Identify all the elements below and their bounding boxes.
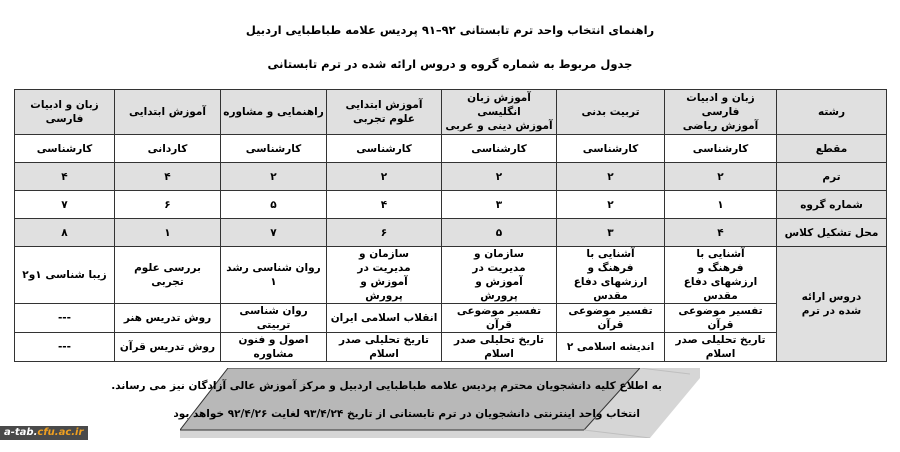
group-number-cell: ۴ [327, 191, 442, 219]
major-cell: آموزش ابتدایی علوم تجربی [327, 90, 442, 135]
banner-shape [111, 368, 700, 438]
course-cell: تاریخ تحلیلی صدر اسلام [327, 333, 442, 362]
table-row-class-location [15, 219, 887, 247]
course-cell: سازمان و مدیریت در آموزش و پرورش [327, 247, 442, 304]
term-cell: ۲ [442, 163, 557, 191]
site-watermark: a-tab.cfu.ac.ir [0, 426, 88, 440]
table-row-level [15, 135, 887, 163]
major-cell: آموزش زبان انگلیسی آموزش دینی و عربی [442, 90, 557, 135]
course-cell: انقلاب اسلامی ایران [327, 304, 442, 333]
course-cell: آشنایی با فرهنگ و ارزشهای دفاع مقدس [557, 247, 665, 304]
course-cell: زیبا شناسی ۱و۲ [15, 247, 115, 304]
course-cell: تاریخ تحلیلی صدر اسلام [442, 333, 557, 362]
major-cell: راهنمایی و مشاوره [221, 90, 327, 135]
level-cell: کارشناسی [15, 135, 115, 163]
course-cell: تفسیر موضوعی قرآن [442, 304, 557, 333]
class-location-cell: ۵ [442, 219, 557, 247]
table-row-course-1 [15, 247, 887, 304]
course-cell: روان شناسی رشد ۱ [221, 247, 327, 304]
term-cell: ۲ [665, 163, 777, 191]
term-cell: ۲ [327, 163, 442, 191]
group-number-cell: ۱ [665, 191, 777, 219]
course-cell: --- [15, 333, 115, 362]
row-label-term: ترم [777, 163, 887, 191]
level-cell: کارشناسی [557, 135, 665, 163]
page-title: راهنمای انتخاب واحد ترم تابستانی ۹۲–۹۱ پردیس علامه طباطبایی اردبیل [245, 23, 655, 37]
page-subtitle: جدول مربوط به شماره گروه و دروس ارائه شده در ترم تابستانی [267, 57, 633, 71]
course-cell: سازمان و مدیریت در آموزش و پرورش [442, 247, 557, 304]
group-number-cell: ۵ [221, 191, 327, 219]
course-table [14, 89, 887, 362]
notice-banner [111, 368, 700, 438]
table-row-course-3 [15, 333, 887, 362]
row-label-major: رشته [777, 90, 887, 135]
notice-line-1: به اطلاع کلیه دانشجویان محترم پردیس علامه طباطبایی اردبیل و مرکز آموزش عالی آزادگان نیز می رساند. [111, 380, 662, 392]
class-location-cell: ۳ [557, 219, 665, 247]
term-cell: ۴ [115, 163, 221, 191]
row-label-courses: دروس ارائه شده در ترم [777, 247, 887, 362]
term-cell: ۲ [557, 163, 665, 191]
course-cell: اصول و فنون مشاوره [221, 333, 327, 362]
table-row-major [15, 90, 887, 135]
major-cell: زبان و ادبیات فارسی آموزش ریاضی [665, 90, 777, 135]
level-cell: کارشناسی [327, 135, 442, 163]
course-cell: روش تدریس هنر [115, 304, 221, 333]
table-row-term [15, 163, 887, 191]
group-number-cell: ۶ [115, 191, 221, 219]
course-cell: تفسیر موضوعی قرآن [665, 304, 777, 333]
table-row-group-number [15, 191, 887, 219]
major-cell: زبان و ادبیات فارسی [15, 90, 115, 135]
course-cell: اندیشه اسلامی ۲ [557, 333, 665, 362]
row-label-class-location: محل تشکیل کلاس [777, 219, 887, 247]
group-number-cell: ۲ [557, 191, 665, 219]
major-cell: آموزش ابتدایی [115, 90, 221, 135]
course-cell: روان شناسی تربیتی [221, 304, 327, 333]
group-number-cell: ۷ [15, 191, 115, 219]
row-label-level: مقطع [777, 135, 887, 163]
class-location-cell: ۱ [115, 219, 221, 247]
term-cell: ۲ [221, 163, 327, 191]
course-cell: تفسیر موضوعی قرآن [557, 304, 665, 333]
course-cell: آشنایی با فرهنگ و ارزشهای دفاع مقدس [665, 247, 777, 304]
class-location-cell: ۴ [665, 219, 777, 247]
course-cell: بررسی علوم تجربی [115, 247, 221, 304]
level-cell: کارشناسی [221, 135, 327, 163]
group-number-cell: ۳ [442, 191, 557, 219]
major-cell: تربیت بدنی [557, 90, 665, 135]
table-row-course-2 [15, 304, 887, 333]
class-location-cell: ۷ [221, 219, 327, 247]
level-cell: کاردانی [115, 135, 221, 163]
course-cell: روش تدریس قرآن [115, 333, 221, 362]
course-cell: --- [15, 304, 115, 333]
class-location-cell: ۸ [15, 219, 115, 247]
notice-line-2: انتخاب واحد اینترنتی دانشجویان در ترم تابستانی از تاریخ ۹۳/۴/۲۴ لغایت ۹۲/۴/۲۶ خواهد بود [173, 408, 640, 420]
level-cell: کارشناسی [665, 135, 777, 163]
class-location-cell: ۶ [327, 219, 442, 247]
term-cell: ۴ [15, 163, 115, 191]
level-cell: کارشناسی [442, 135, 557, 163]
row-label-group-number: شماره گروه [777, 191, 887, 219]
course-cell: تاریخ تحلیلی صدر اسلام [665, 333, 777, 362]
